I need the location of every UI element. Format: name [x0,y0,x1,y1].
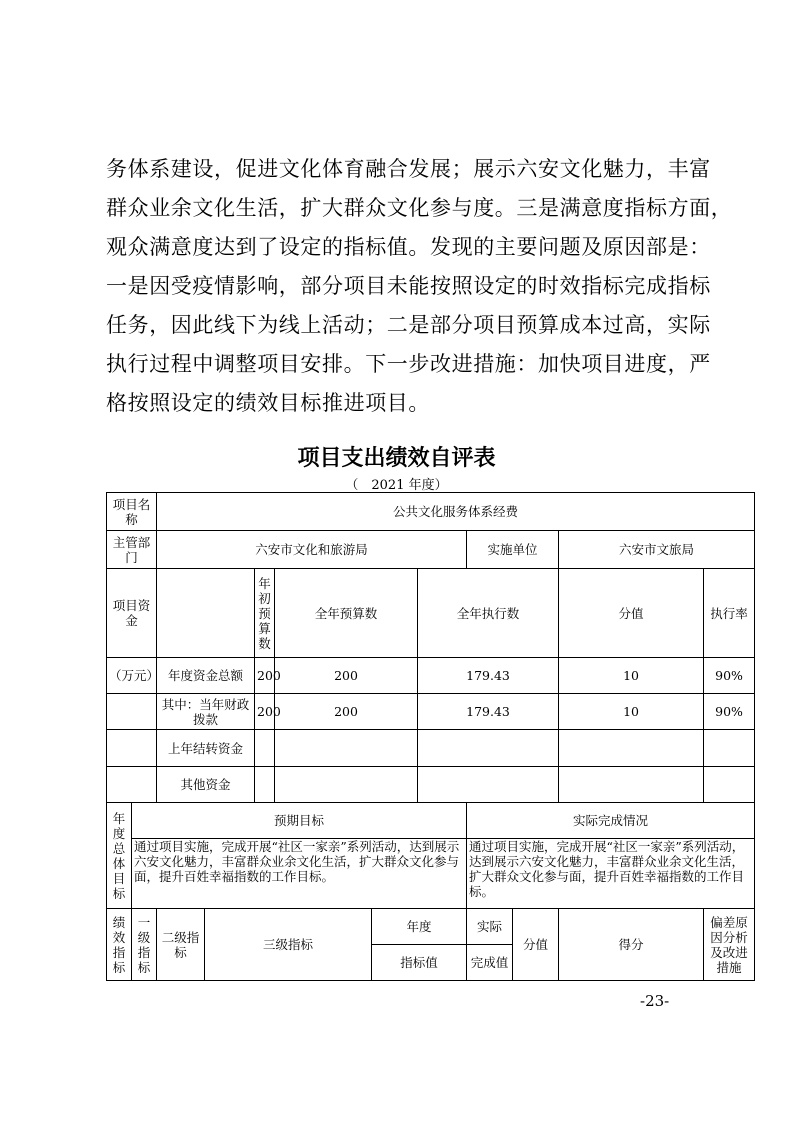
actual-label: 实际完成情况 [467,803,755,839]
row-label: 年度资金总额 [157,658,255,694]
empty-cell [107,694,157,730]
cell-year-start: 200 [255,694,275,730]
cell-year-start: 200 [255,658,275,694]
cell-full-exec [418,730,559,767]
cell-exec-rate: 90% [704,694,755,730]
table-row [107,569,755,658]
paragraph-line: 执行过程中调整项目安排。下一步改进措施：加快项目进度，严 [106,352,711,376]
dept-label: 主管部门 [107,531,157,569]
perf-label: 绩效指标 [107,909,132,981]
empty-cell [157,569,255,658]
level2-label: 二级指标 [157,909,205,981]
col-full-budget: 全年预算数 [275,569,418,658]
unit-label: （万元） [107,658,157,694]
col-score-value: 分值 [559,569,704,658]
funds-label: 项目资金 [107,569,157,658]
table-title: 项目支出绩效自评表 [297,446,496,471]
paragraph-line: 务体系建设，促进文化体育融合发展；展示六安文化魅力，丰富 [106,157,711,181]
table-year: （ 2021 年度） [345,478,448,493]
evaluation-table [106,492,755,981]
paragraph-line: 格按照设定的绩效目标推进项目。 [106,391,430,415]
annual-b: 指标值 [372,945,467,981]
level3-label: 三级指标 [205,909,372,981]
cell-full-exec [418,767,559,803]
actual-b: 完成值 [467,945,513,981]
table-row [107,839,755,909]
table-row [107,658,755,694]
cell-full-budget [275,767,418,803]
page-number: -23- [640,992,670,1010]
col-year-start: 年初预算数 [255,569,275,658]
annual-target-label: 年度总体目标 [107,803,132,909]
cell-score-value: 10 [559,658,704,694]
cell-exec-rate [704,730,755,767]
table-row [107,767,755,803]
actual-a: 实际 [467,909,513,945]
deviation-label: 偏差原因分析及改进措施 [704,909,755,981]
row-label: 其中：当年财政拨款 [157,694,255,730]
annual-a: 年度 [372,909,467,945]
cell-score-value [559,767,704,803]
paragraph-line: 群众业余文化生活，扩大群众文化参与度。三是满意度指标方面， [106,196,733,220]
cell-score-value: 10 [559,694,704,730]
cell-year-start [255,767,275,803]
empty-cell [107,767,157,803]
expected-label: 预期目标 [132,803,467,839]
paragraph-line: 观众满意度达到了设定的指标值。发现的主要问题及原因部是： [106,235,711,259]
table-row [107,909,755,945]
cell-full-exec: 179.43 [418,658,559,694]
table-row [107,803,755,839]
table-row [107,730,755,767]
expected-text: 通过项目实施，完成开展“社区一家亲”系列活动，达到展示六安文化魅力，丰富群众业余文化生活，扩大群众文化参与面，提升百姓幸福指数的工作目标。 [132,839,467,909]
row-label: 其他资金 [157,767,255,803]
cell-full-exec: 179.43 [418,694,559,730]
cell-exec-rate [704,767,755,803]
body-paragraph [106,150,733,423]
cell-score-value [559,730,704,767]
row-label: 上年结转资金 [157,730,255,767]
cell-exec-rate: 90% [704,658,755,694]
project-name: 公共文化服务体系经费 [157,493,755,531]
impl-value: 六安市文旅局 [559,531,755,569]
impl-label: 实施单位 [467,531,559,569]
cell-year-start [255,730,275,767]
table-row [107,493,755,531]
cell-full-budget [275,730,418,767]
cell-full-budget: 200 [275,658,418,694]
col-full-exec: 全年执行数 [418,569,559,658]
perf-score-value: 分值 [513,909,559,981]
project-name-label: 项目名称 [107,493,157,531]
perf-score: 得分 [559,909,704,981]
level1-label: 一级指标 [132,909,157,981]
empty-cell [107,730,157,767]
col-exec-rate: 执行率 [704,569,755,658]
paragraph-line: 一是因受疫情影响，部分项目未能按照设定的时效指标完成指标 [106,274,711,298]
dept-value: 六安市文化和旅游局 [157,531,467,569]
cell-full-budget: 200 [275,694,418,730]
paragraph-line: 任务，因此线下为线上活动；二是部分项目预算成本过高，实际 [106,313,711,337]
table-row [107,531,755,569]
actual-text: 通过项目实施，完成开展“社区一家亲”系列活动，达到展示六安文化魅力，丰富群众业余文化生活，扩大群众文化参与面，提升百姓幸福指数的工作目标。 [467,839,755,909]
table-row [107,694,755,730]
